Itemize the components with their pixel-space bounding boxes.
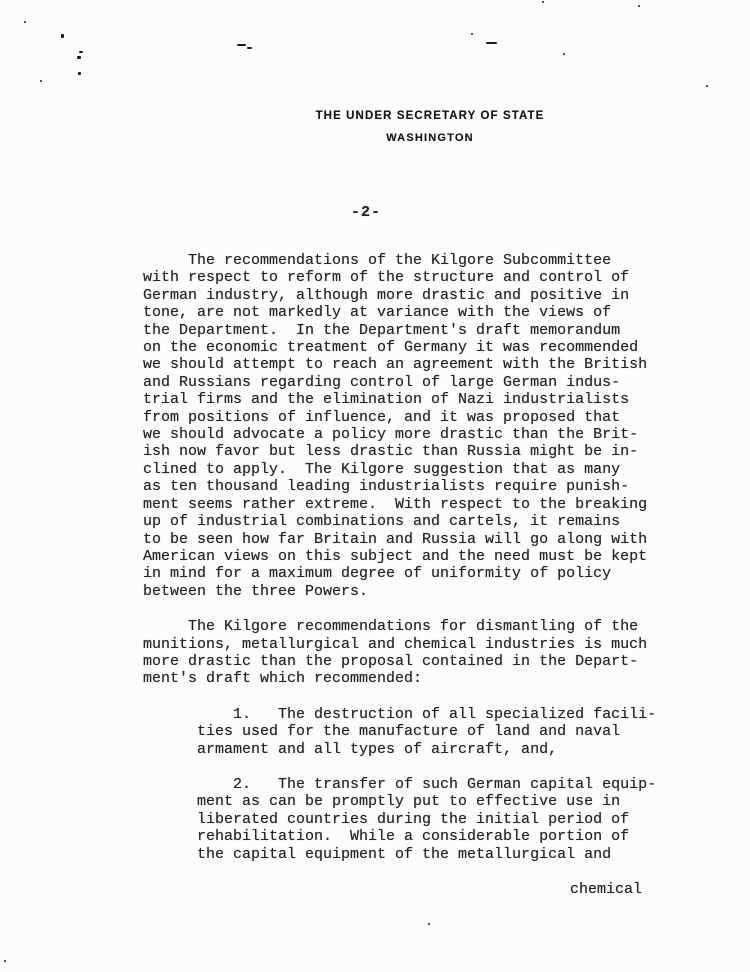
text-line: German industry, although more drastic and positive in — [143, 286, 630, 304]
scan-speckle — [40, 80, 42, 82]
text-line: with respect to reform of the structure and control of — [143, 269, 630, 287]
scan-speckle — [471, 33, 473, 35]
text-line: ties used for the manufacture of land and naval — [143, 723, 621, 741]
text-line: 2. The transfer of such German capital equip- — [143, 775, 657, 793]
text-line: ish now favor but less drastic than Russia might be in- — [143, 443, 639, 461]
scan-speckle — [542, 1, 544, 3]
letterhead-location: WASHINGTON — [386, 132, 474, 144]
text-line: in mind for a maximum degree of uniformity of policy — [143, 565, 612, 583]
text-line: trial firms and the elimination of Nazi industrialists — [143, 391, 630, 409]
scan-speckle — [486, 42, 497, 44]
catchword: chemical — [570, 881, 643, 898]
text-line: more drastic than the proposal contained in the Depart- — [143, 652, 639, 670]
scan-speckle — [79, 51, 83, 53]
text-line: The recommendations of the Kilgore Subcommittee — [143, 252, 612, 269]
scan-speckle — [638, 5, 640, 7]
text-line: as ten thousand leading industrialists require punish- — [143, 478, 630, 496]
scan-speckle — [78, 72, 81, 75]
text-line: from positions of influence, and it was proposed that — [143, 408, 621, 426]
scan-speckle — [77, 56, 81, 59]
paragraph-2 — [143, 618, 663, 688]
letterhead — [250, 110, 610, 144]
scan-speckle — [24, 21, 26, 23]
list-item-1 — [143, 706, 663, 758]
text-line: ment seems rather extreme. With respect to the breaking — [143, 495, 648, 513]
text-line: between the three Powers. — [143, 582, 369, 600]
text-line: and Russians regarding control of large German indus- — [143, 373, 621, 391]
text-line: ment's draft which recommended: — [143, 670, 423, 688]
text-line: 1. The destruction of all specialized facili- — [143, 705, 657, 723]
scan-speckle — [428, 923, 430, 925]
scan-speckle — [4, 960, 6, 962]
text-line: American views on this subject and the need must be kept — [143, 547, 648, 565]
scan-speckle — [706, 85, 708, 87]
text-line: on the economic treatment of Germany it was recommended — [143, 339, 639, 357]
text-line: the capital equipment of the metallurgical and — [143, 845, 612, 863]
text-line: we should advocate a policy more drastic than the Brit- — [143, 426, 639, 444]
text-line: tone, are not markedly at variance with the views of — [143, 304, 612, 322]
text-line: to be seen how far Britain and Russia will go along with — [143, 530, 648, 548]
letterhead-title: THE UNDER SECRETARY OF STATE — [315, 110, 545, 122]
scan-speckle — [563, 53, 565, 55]
scan-speckle — [247, 47, 252, 49]
text-line: armament and all types of aircraft, and, — [143, 740, 558, 758]
text-line: we should attempt to reach an agreement with the British — [143, 356, 648, 374]
scan-speckle — [61, 34, 64, 38]
list-item-2 — [143, 776, 663, 863]
text-line: The Kilgore recommendations for dismantling of the — [143, 618, 639, 636]
text-line: munitions, metallurgical and chemical industries is much — [143, 635, 648, 653]
text-line: clined to apply. The Kilgore suggestion that as many — [143, 460, 621, 478]
text-line: liberated countries during the initial period of — [143, 810, 630, 828]
text-line: ment as can be promptly put to effective use in — [143, 793, 621, 811]
page-number: -2- — [350, 204, 381, 221]
text-line: up of industrial combinations and cartels, it remains — [143, 513, 621, 531]
text-line: the Department. In the Department's draft memorandum — [143, 321, 621, 339]
text-line: rehabilitation. While a considerable portion of — [143, 828, 630, 846]
paragraph-1 — [143, 252, 663, 600]
scan-speckle — [237, 44, 246, 46]
document-body — [143, 252, 663, 898]
